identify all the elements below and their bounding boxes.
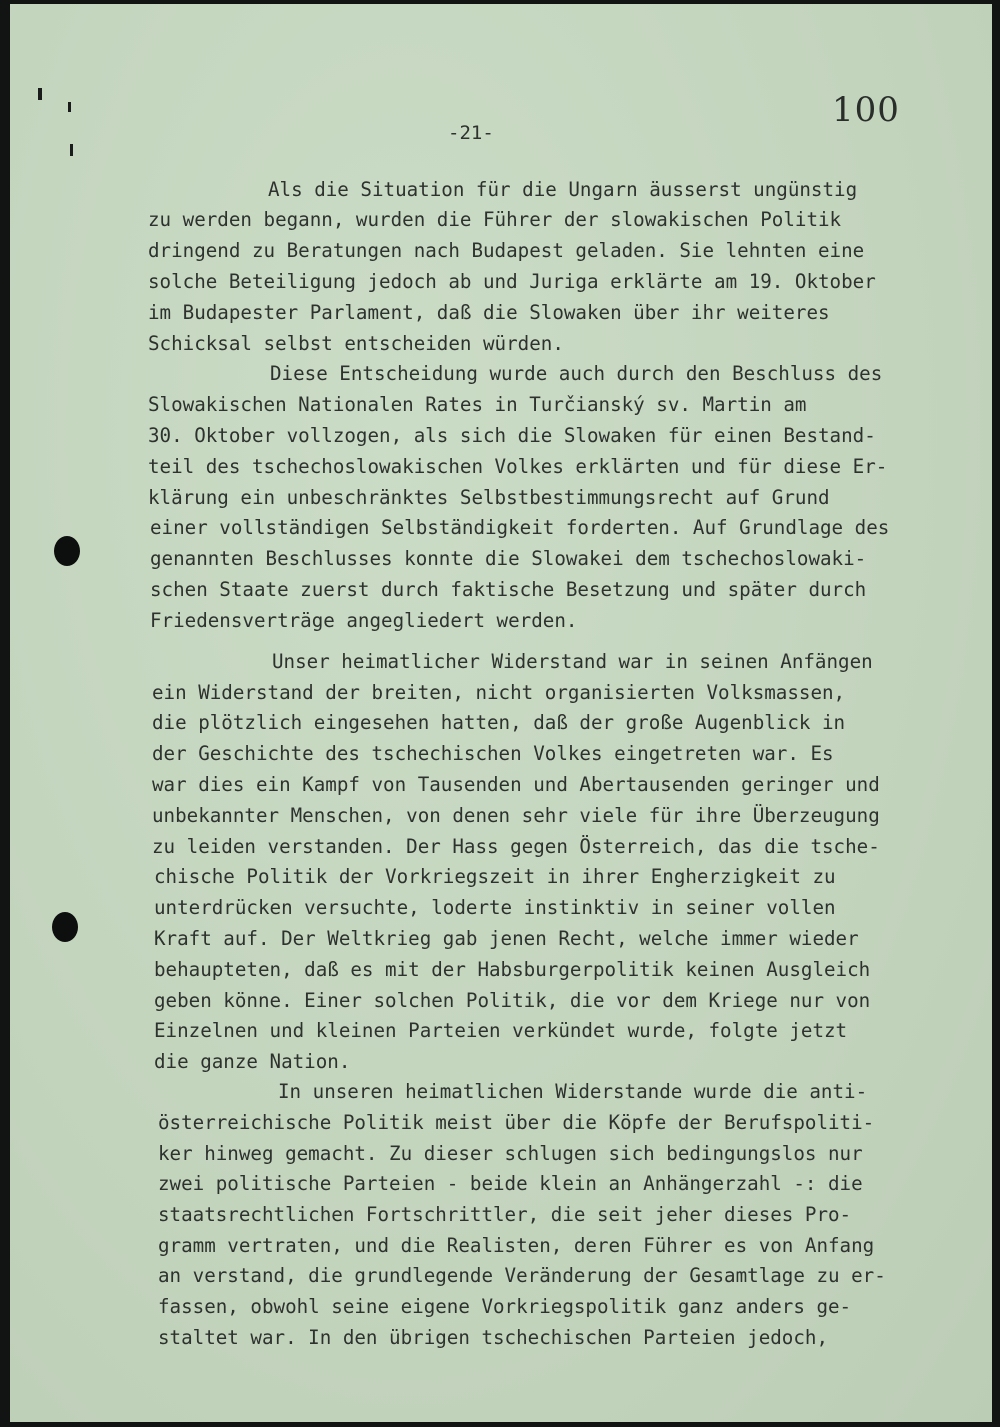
text-line: Als die Situation für die Ungarn äusserst ungünstig bbox=[268, 178, 858, 201]
text-line: Schicksal selbst entscheiden würden. bbox=[148, 332, 564, 355]
text-line: fassen, obwohl seine eigene Vorkriegspolitik ganz anders ge- bbox=[158, 1295, 852, 1318]
text-line: genannten Beschlusses konnte die Slowakei dem tschechoslowaki- bbox=[150, 547, 867, 570]
text-line: ein Widerstand der breiten, nicht organisierten Volksmassen, bbox=[152, 681, 846, 704]
punch-hole bbox=[52, 912, 78, 942]
text-line: teil des tschechoslowakischen Volkes erklärten und für diese Er- bbox=[148, 455, 888, 478]
margin-speck bbox=[70, 144, 73, 156]
text-line: Diese Entscheidung wurde auch durch den Beschluss des bbox=[270, 362, 883, 385]
document-page bbox=[10, 4, 992, 1422]
punch-hole bbox=[54, 536, 80, 566]
text-line: staltet war. In den übrigen tschechischen Parteien jedoch, bbox=[158, 1326, 829, 1349]
text-line: chische Politik der Vorkriegszeit in ihrer Engherzigkeit zu bbox=[154, 865, 836, 888]
text-line: Kraft auf. Der Weltkrieg gab jenen Recht, welche immer wieder bbox=[154, 927, 859, 950]
page-stamp-number: 100 bbox=[832, 90, 900, 130]
page-header: -21- bbox=[448, 122, 494, 144]
text-line: klärung ein unbeschränktes Selbstbestimmungsrecht auf Grund bbox=[148, 486, 830, 509]
text-line: zu werden begann, wurden die Führer der slowakischen Politik bbox=[148, 208, 842, 231]
text-line: 30. Oktober vollzogen, als sich die Slowaken für einen Bestand- bbox=[148, 424, 876, 447]
text-line: behaupteten, daß es mit der Habsburgerpolitik keinen Ausgleich bbox=[154, 958, 871, 981]
text-line: schen Staate zuerst durch faktische Besetzung und später durch bbox=[150, 578, 867, 601]
text-line: Unser heimatlicher Widerstand war in seinen Anfängen bbox=[272, 650, 873, 673]
text-line: einer vollständigen Selbständigkeit forderten. Auf Grundlage des bbox=[150, 516, 890, 539]
text-line: staatsrechtlichen Fortschrittler, die seit jeher dieses Pro- bbox=[158, 1203, 852, 1226]
text-line: gramm vertraten, und die Realisten, deren Führer es von Anfang bbox=[158, 1234, 875, 1257]
text-line: geben könne. Einer solchen Politik, die vor dem Kriege nur von bbox=[154, 989, 871, 1012]
text-line: der Geschichte des tschechischen Volkes eingetreten war. Es bbox=[152, 742, 834, 765]
margin-speck bbox=[68, 102, 71, 112]
text-line: Einzelnen und kleinen Parteien verkündet wurde, folgte jetzt bbox=[154, 1019, 848, 1042]
text-line: unbekannter Menschen, von denen sehr viele für ihre Überzeugung bbox=[152, 804, 880, 827]
text-line: Slowakischen Nationalen Rates in Turčianský sv. Martin am bbox=[148, 393, 807, 416]
text-line: zu leiden verstanden. Der Hass gegen Österreich, das die tsche- bbox=[152, 835, 880, 858]
margin-speck bbox=[38, 88, 42, 100]
text-line: war dies ein Kampf von Tausenden und Abertausenden geringer und bbox=[152, 773, 880, 796]
text-line: zwei politische Parteien - beide klein an Anhängerzahl -: die bbox=[158, 1172, 863, 1195]
text-line: österreichische Politik meist über die Köpfe der Berufspoliti- bbox=[158, 1111, 875, 1134]
text-line: die ganze Nation. bbox=[154, 1050, 351, 1073]
text-line: In unseren heimatlichen Widerstande wurde die anti- bbox=[278, 1080, 868, 1103]
text-line: solche Beteiligung jedoch ab und Juriga erklärte am 19. Oktober bbox=[148, 270, 876, 293]
text-line: Friedensverträge angegliedert werden. bbox=[150, 609, 578, 632]
text-line: an verstand, die grundlegende Veränderung der Gesamtlage zu er- bbox=[158, 1264, 886, 1287]
text-line: unterdrücken versuchte, loderte instinktiv in seiner vollen bbox=[154, 896, 836, 919]
text-line: dringend zu Beratungen nach Budapest geladen. Sie lehnten eine bbox=[148, 239, 865, 262]
text-line: die plötzlich eingesehen hatten, daß der große Augenblick in bbox=[152, 711, 846, 734]
text-line: im Budapester Parlament, daß die Slowaken über ihr weiteres bbox=[148, 301, 830, 324]
text-line: ker hinweg gemacht. Zu dieser schlugen sich bedingungslos nur bbox=[158, 1142, 863, 1165]
